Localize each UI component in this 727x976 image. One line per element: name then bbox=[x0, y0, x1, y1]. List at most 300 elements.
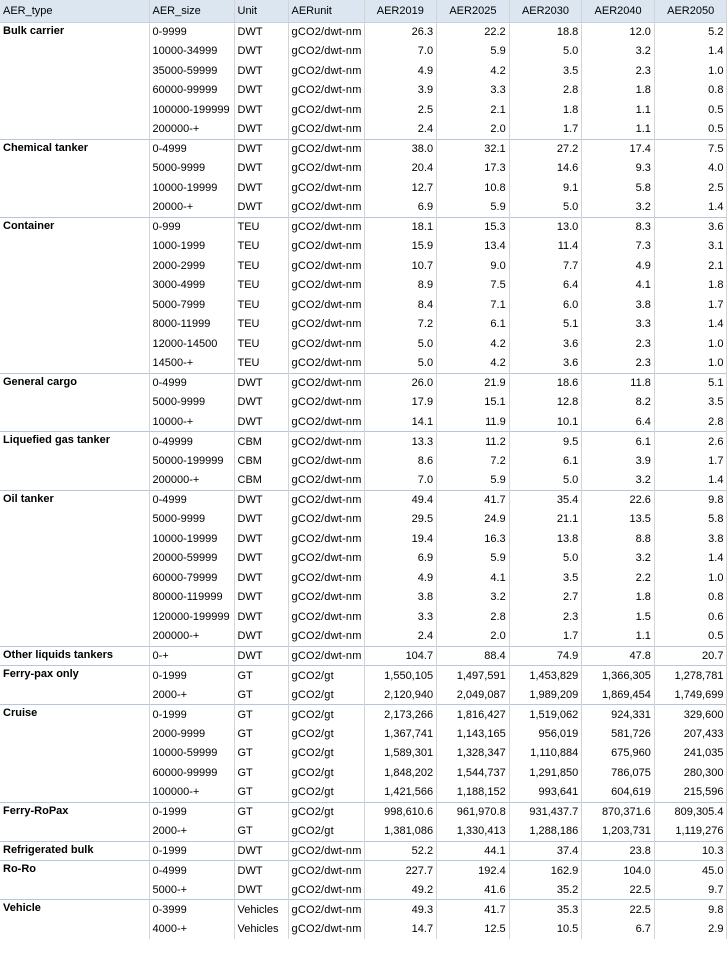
aer2025-cell[interactable]: 9.0 bbox=[437, 256, 510, 276]
unit-cell[interactable]: GT bbox=[234, 724, 288, 744]
aer2019-cell[interactable]: 4.9 bbox=[364, 61, 437, 81]
aer-size-cell[interactable]: 2000-2999 bbox=[149, 256, 234, 276]
aer2030-cell[interactable]: 1,110,884 bbox=[509, 744, 582, 764]
aer2050-cell[interactable]: 5.2 bbox=[654, 22, 727, 42]
aerunit-cell[interactable]: gCO2/gt bbox=[288, 724, 364, 744]
aer2025-cell[interactable]: 5.9 bbox=[437, 42, 510, 62]
aer2040-cell[interactable]: 1.5 bbox=[582, 607, 655, 627]
aer-size-cell[interactable]: 3000-4999 bbox=[149, 276, 234, 296]
aerunit-cell[interactable]: gCO2/dwt-nm bbox=[288, 354, 364, 374]
aer2025-cell[interactable]: 22.2 bbox=[437, 22, 510, 42]
aer2019-cell[interactable]: 1,367,741 bbox=[364, 724, 437, 744]
aer2025-cell[interactable]: 7.2 bbox=[437, 451, 510, 471]
aer2030-cell[interactable]: 11.4 bbox=[509, 237, 582, 257]
aer2050-cell[interactable]: 2.8 bbox=[654, 412, 727, 432]
header-aer2019[interactable]: AER2019 bbox=[364, 0, 437, 22]
aer2040-cell[interactable]: 8.3 bbox=[582, 217, 655, 237]
aer2030-cell[interactable]: 2.3 bbox=[509, 607, 582, 627]
aer-size-cell[interactable]: 5000-9999 bbox=[149, 393, 234, 413]
aer2019-cell[interactable]: 17.9 bbox=[364, 393, 437, 413]
aer2030-cell[interactable]: 35.4 bbox=[509, 490, 582, 510]
aer2025-cell[interactable]: 6.1 bbox=[437, 315, 510, 335]
aer2050-cell[interactable]: 0.8 bbox=[654, 588, 727, 608]
unit-cell[interactable]: DWT bbox=[234, 120, 288, 140]
aer-size-cell[interactable]: 0-3999 bbox=[149, 900, 234, 920]
aer2040-cell[interactable]: 2.3 bbox=[582, 61, 655, 81]
aer2019-cell[interactable]: 20.4 bbox=[364, 159, 437, 179]
aer2025-cell[interactable]: 5.9 bbox=[437, 549, 510, 569]
aer2050-cell[interactable]: 3.8 bbox=[654, 529, 727, 549]
aer2030-cell[interactable]: 5.1 bbox=[509, 315, 582, 335]
aer2050-cell[interactable]: 3.6 bbox=[654, 217, 727, 237]
aer2050-cell[interactable]: 45.0 bbox=[654, 861, 727, 881]
aer2025-cell[interactable]: 41.6 bbox=[437, 880, 510, 900]
aer2050-cell[interactable]: 1.0 bbox=[654, 61, 727, 81]
aerunit-cell[interactable]: gCO2/gt bbox=[288, 783, 364, 803]
aer-size-cell[interactable]: 200000-+ bbox=[149, 627, 234, 647]
aer2019-cell[interactable]: 19.4 bbox=[364, 529, 437, 549]
aer2025-cell[interactable]: 5.9 bbox=[437, 198, 510, 218]
aer2050-cell[interactable]: 9.8 bbox=[654, 900, 727, 920]
aer2030-cell[interactable]: 5.0 bbox=[509, 42, 582, 62]
aer2025-cell[interactable]: 17.3 bbox=[437, 159, 510, 179]
aer2040-cell[interactable]: 104.0 bbox=[582, 861, 655, 881]
unit-cell[interactable]: DWT bbox=[234, 880, 288, 900]
aerunit-cell[interactable]: gCO2/gt bbox=[288, 666, 364, 686]
aer2025-cell[interactable]: 44.1 bbox=[437, 841, 510, 861]
aer2025-cell[interactable]: 41.7 bbox=[437, 490, 510, 510]
aerunit-cell[interactable]: gCO2/gt bbox=[288, 744, 364, 764]
aer2050-cell[interactable]: 2.9 bbox=[654, 919, 727, 939]
aer2019-cell[interactable]: 7.0 bbox=[364, 471, 437, 491]
unit-cell[interactable]: DWT bbox=[234, 159, 288, 179]
aer2040-cell[interactable]: 23.8 bbox=[582, 841, 655, 861]
aer2040-cell[interactable]: 3.8 bbox=[582, 295, 655, 315]
aer-type-cell[interactable]: Container bbox=[0, 217, 149, 373]
aer2050-cell[interactable]: 3.1 bbox=[654, 237, 727, 257]
aer-size-cell[interactable]: 100000-+ bbox=[149, 783, 234, 803]
aer2030-cell[interactable]: 956,019 bbox=[509, 724, 582, 744]
aer2019-cell[interactable]: 2,120,940 bbox=[364, 685, 437, 705]
header-unit[interactable]: Unit bbox=[234, 0, 288, 22]
aer2030-cell[interactable]: 3.5 bbox=[509, 568, 582, 588]
aerunit-cell[interactable]: gCO2/dwt-nm bbox=[288, 159, 364, 179]
aerunit-cell[interactable]: gCO2/dwt-nm bbox=[288, 432, 364, 452]
aerunit-cell[interactable]: gCO2/dwt-nm bbox=[288, 178, 364, 198]
aer2019-cell[interactable]: 7.0 bbox=[364, 42, 437, 62]
aer2040-cell[interactable]: 22.5 bbox=[582, 880, 655, 900]
aer2040-cell[interactable]: 4.1 bbox=[582, 276, 655, 296]
aer2019-cell[interactable]: 227.7 bbox=[364, 861, 437, 881]
aer2030-cell[interactable]: 18.8 bbox=[509, 22, 582, 42]
aer2050-cell[interactable]: 7.5 bbox=[654, 139, 727, 159]
aer2025-cell[interactable]: 41.7 bbox=[437, 900, 510, 920]
aer2030-cell[interactable]: 6.1 bbox=[509, 451, 582, 471]
aer2050-cell[interactable]: 1.4 bbox=[654, 549, 727, 569]
aer-size-cell[interactable]: 10000-19999 bbox=[149, 178, 234, 198]
unit-cell[interactable]: GT bbox=[234, 705, 288, 725]
aer2050-cell[interactable]: 1,278,781 bbox=[654, 666, 727, 686]
aer2030-cell[interactable]: 2.7 bbox=[509, 588, 582, 608]
aer2050-cell[interactable]: 1.7 bbox=[654, 451, 727, 471]
aer2030-cell[interactable]: 3.6 bbox=[509, 354, 582, 374]
unit-cell[interactable]: DWT bbox=[234, 178, 288, 198]
aer2025-cell[interactable]: 7.5 bbox=[437, 276, 510, 296]
aer2019-cell[interactable]: 998,610.6 bbox=[364, 802, 437, 822]
aer2050-cell[interactable]: 1.4 bbox=[654, 315, 727, 335]
unit-cell[interactable]: DWT bbox=[234, 198, 288, 218]
aer2040-cell[interactable]: 3.2 bbox=[582, 42, 655, 62]
aer-size-cell[interactable]: 4000-+ bbox=[149, 919, 234, 939]
aer-size-cell[interactable]: 50000-199999 bbox=[149, 451, 234, 471]
aer2025-cell[interactable]: 15.3 bbox=[437, 217, 510, 237]
aer2040-cell[interactable]: 12.0 bbox=[582, 22, 655, 42]
aer2030-cell[interactable]: 1,288,186 bbox=[509, 822, 582, 842]
aer2050-cell[interactable]: 0.5 bbox=[654, 100, 727, 120]
aerunit-cell[interactable]: gCO2/dwt-nm bbox=[288, 393, 364, 413]
aer-size-cell[interactable]: 0-49999 bbox=[149, 432, 234, 452]
aer2040-cell[interactable]: 4.9 bbox=[582, 256, 655, 276]
aer2030-cell[interactable]: 931,437.7 bbox=[509, 802, 582, 822]
aer2050-cell[interactable]: 3.5 bbox=[654, 393, 727, 413]
aer2025-cell[interactable]: 10.8 bbox=[437, 178, 510, 198]
aerunit-cell[interactable]: gCO2/gt bbox=[288, 705, 364, 725]
unit-cell[interactable]: DWT bbox=[234, 646, 288, 666]
aer2030-cell[interactable]: 6.0 bbox=[509, 295, 582, 315]
aer-type-cell[interactable]: Chemical tanker bbox=[0, 139, 149, 217]
aer2025-cell[interactable]: 15.1 bbox=[437, 393, 510, 413]
aer2040-cell[interactable]: 2.3 bbox=[582, 334, 655, 354]
aerunit-cell[interactable]: gCO2/dwt-nm bbox=[288, 237, 364, 257]
aer-type-cell[interactable]: General cargo bbox=[0, 373, 149, 432]
aer2019-cell[interactable]: 2.4 bbox=[364, 120, 437, 140]
aer2025-cell[interactable]: 11.9 bbox=[437, 412, 510, 432]
aer-size-cell[interactable]: 60000-99999 bbox=[149, 763, 234, 783]
aer-size-cell[interactable]: 0-999 bbox=[149, 217, 234, 237]
unit-cell[interactable]: TEU bbox=[234, 256, 288, 276]
aer2030-cell[interactable]: 1,519,062 bbox=[509, 705, 582, 725]
header-aer-size[interactable]: AER_size bbox=[149, 0, 234, 22]
aer2025-cell[interactable]: 1,188,152 bbox=[437, 783, 510, 803]
aer2040-cell[interactable]: 3.2 bbox=[582, 471, 655, 491]
aerunit-cell[interactable]: gCO2/dwt-nm bbox=[288, 588, 364, 608]
aerunit-cell[interactable]: gCO2/gt bbox=[288, 822, 364, 842]
aer2050-cell[interactable]: 207,433 bbox=[654, 724, 727, 744]
aer2019-cell[interactable]: 6.9 bbox=[364, 198, 437, 218]
aer2025-cell[interactable]: 1,544,737 bbox=[437, 763, 510, 783]
aer2025-cell[interactable]: 5.9 bbox=[437, 471, 510, 491]
aer-type-cell[interactable]: Ferry-RoPax bbox=[0, 802, 149, 841]
unit-cell[interactable]: TEU bbox=[234, 295, 288, 315]
aer2025-cell[interactable]: 1,328,347 bbox=[437, 744, 510, 764]
aerunit-cell[interactable]: gCO2/dwt-nm bbox=[288, 549, 364, 569]
aerunit-cell[interactable]: gCO2/dwt-nm bbox=[288, 315, 364, 335]
aer2030-cell[interactable]: 993,641 bbox=[509, 783, 582, 803]
aer2019-cell[interactable]: 10.7 bbox=[364, 256, 437, 276]
aer2019-cell[interactable]: 4.9 bbox=[364, 568, 437, 588]
aer2040-cell[interactable]: 7.3 bbox=[582, 237, 655, 257]
aer2040-cell[interactable]: 1.1 bbox=[582, 100, 655, 120]
unit-cell[interactable]: DWT bbox=[234, 81, 288, 101]
aer2030-cell[interactable]: 5.0 bbox=[509, 549, 582, 569]
aerunit-cell[interactable]: gCO2/dwt-nm bbox=[288, 490, 364, 510]
aer2025-cell[interactable]: 4.2 bbox=[437, 334, 510, 354]
aerunit-cell[interactable]: gCO2/dwt-nm bbox=[288, 471, 364, 491]
aer2050-cell[interactable]: 1,749,699 bbox=[654, 685, 727, 705]
aer2050-cell[interactable]: 1,119,276 bbox=[654, 822, 727, 842]
aer2040-cell[interactable]: 22.5 bbox=[582, 900, 655, 920]
aer2030-cell[interactable]: 1.8 bbox=[509, 100, 582, 120]
aer2030-cell[interactable]: 1,453,829 bbox=[509, 666, 582, 686]
unit-cell[interactable]: CBM bbox=[234, 471, 288, 491]
aer2025-cell[interactable]: 1,816,427 bbox=[437, 705, 510, 725]
aerunit-cell[interactable]: gCO2/dwt-nm bbox=[288, 451, 364, 471]
aer-type-cell[interactable]: Cruise bbox=[0, 705, 149, 803]
aer2040-cell[interactable]: 13.5 bbox=[582, 510, 655, 530]
aer2030-cell[interactable]: 5.0 bbox=[509, 198, 582, 218]
aer2019-cell[interactable]: 3.3 bbox=[364, 607, 437, 627]
aer2025-cell[interactable]: 13.4 bbox=[437, 237, 510, 257]
aer-size-cell[interactable]: 10000-19999 bbox=[149, 529, 234, 549]
aer2040-cell[interactable]: 8.8 bbox=[582, 529, 655, 549]
unit-cell[interactable]: TEU bbox=[234, 354, 288, 374]
aer2025-cell[interactable]: 1,497,591 bbox=[437, 666, 510, 686]
aer2030-cell[interactable]: 162.9 bbox=[509, 861, 582, 881]
aer2030-cell[interactable]: 12.8 bbox=[509, 393, 582, 413]
header-aer-type[interactable]: AER_type bbox=[0, 0, 149, 22]
aer-size-cell[interactable]: 0-1999 bbox=[149, 705, 234, 725]
unit-cell[interactable]: Vehicles bbox=[234, 900, 288, 920]
aer2019-cell[interactable]: 14.1 bbox=[364, 412, 437, 432]
unit-cell[interactable]: CBM bbox=[234, 451, 288, 471]
aer2050-cell[interactable]: 2.5 bbox=[654, 178, 727, 198]
aer-size-cell[interactable]: 12000-14500 bbox=[149, 334, 234, 354]
aer2030-cell[interactable]: 27.2 bbox=[509, 139, 582, 159]
aer2040-cell[interactable]: 675,960 bbox=[582, 744, 655, 764]
unit-cell[interactable]: DWT bbox=[234, 510, 288, 530]
aer2019-cell[interactable]: 49.4 bbox=[364, 490, 437, 510]
aer2050-cell[interactable]: 10.3 bbox=[654, 841, 727, 861]
unit-cell[interactable]: DWT bbox=[234, 607, 288, 627]
aer2019-cell[interactable]: 5.0 bbox=[364, 334, 437, 354]
aerunit-cell[interactable]: gCO2/dwt-nm bbox=[288, 217, 364, 237]
unit-cell[interactable]: DWT bbox=[234, 61, 288, 81]
aer2050-cell[interactable]: 809,305.4 bbox=[654, 802, 727, 822]
aer2025-cell[interactable]: 2.0 bbox=[437, 120, 510, 140]
aer-size-cell[interactable]: 120000-199999 bbox=[149, 607, 234, 627]
aer2019-cell[interactable]: 29.5 bbox=[364, 510, 437, 530]
aer2025-cell[interactable]: 1,143,165 bbox=[437, 724, 510, 744]
aer2019-cell[interactable]: 49.2 bbox=[364, 880, 437, 900]
aer2030-cell[interactable]: 3.5 bbox=[509, 61, 582, 81]
aer2050-cell[interactable]: 0.5 bbox=[654, 120, 727, 140]
aer-type-cell[interactable]: Ro-Ro bbox=[0, 861, 149, 900]
aer2030-cell[interactable]: 7.7 bbox=[509, 256, 582, 276]
unit-cell[interactable]: DWT bbox=[234, 22, 288, 42]
aerunit-cell[interactable]: gCO2/dwt-nm bbox=[288, 295, 364, 315]
aerunit-cell[interactable]: gCO2/gt bbox=[288, 802, 364, 822]
aer2019-cell[interactable]: 1,848,202 bbox=[364, 763, 437, 783]
aer2040-cell[interactable]: 3.9 bbox=[582, 451, 655, 471]
aer-size-cell[interactable]: 200000-+ bbox=[149, 120, 234, 140]
aerunit-cell[interactable]: gCO2/dwt-nm bbox=[288, 568, 364, 588]
aer2050-cell[interactable]: 1.4 bbox=[654, 198, 727, 218]
aer2040-cell[interactable]: 870,371.6 bbox=[582, 802, 655, 822]
aer2040-cell[interactable]: 1.1 bbox=[582, 627, 655, 647]
unit-cell[interactable]: DWT bbox=[234, 549, 288, 569]
aer2040-cell[interactable]: 1,366,305 bbox=[582, 666, 655, 686]
unit-cell[interactable]: GT bbox=[234, 763, 288, 783]
aer2019-cell[interactable]: 1,421,566 bbox=[364, 783, 437, 803]
aerunit-cell[interactable]: gCO2/dwt-nm bbox=[288, 120, 364, 140]
unit-cell[interactable]: DWT bbox=[234, 42, 288, 62]
aer-size-cell[interactable]: 0-4999 bbox=[149, 373, 234, 393]
aerunit-cell[interactable]: gCO2/dwt-nm bbox=[288, 919, 364, 939]
aer2030-cell[interactable]: 9.5 bbox=[509, 432, 582, 452]
unit-cell[interactable]: DWT bbox=[234, 588, 288, 608]
aer2025-cell[interactable]: 961,970.8 bbox=[437, 802, 510, 822]
aer2050-cell[interactable]: 20.7 bbox=[654, 646, 727, 666]
aer2019-cell[interactable]: 1,381,086 bbox=[364, 822, 437, 842]
aer2025-cell[interactable]: 2.1 bbox=[437, 100, 510, 120]
aer2040-cell[interactable]: 3.2 bbox=[582, 549, 655, 569]
aer2040-cell[interactable]: 22.6 bbox=[582, 490, 655, 510]
aer2040-cell[interactable]: 581,726 bbox=[582, 724, 655, 744]
aer2019-cell[interactable]: 2,173,266 bbox=[364, 705, 437, 725]
aer2025-cell[interactable]: 32.1 bbox=[437, 139, 510, 159]
aer-size-cell[interactable]: 0-4999 bbox=[149, 861, 234, 881]
aer-type-cell[interactable]: Bulk carrier bbox=[0, 22, 149, 139]
aer2050-cell[interactable]: 5.8 bbox=[654, 510, 727, 530]
aer2030-cell[interactable]: 74.9 bbox=[509, 646, 582, 666]
aer2025-cell[interactable]: 4.2 bbox=[437, 61, 510, 81]
aer-size-cell[interactable]: 200000-+ bbox=[149, 471, 234, 491]
aer-size-cell[interactable]: 0-4999 bbox=[149, 139, 234, 159]
aer2019-cell[interactable]: 6.9 bbox=[364, 549, 437, 569]
aer-type-cell[interactable]: Other liquids tankers bbox=[0, 646, 149, 666]
aer2040-cell[interactable]: 6.4 bbox=[582, 412, 655, 432]
unit-cell[interactable]: DWT bbox=[234, 841, 288, 861]
aerunit-cell[interactable]: gCO2/dwt-nm bbox=[288, 139, 364, 159]
aer2050-cell[interactable]: 1.0 bbox=[654, 568, 727, 588]
aerunit-cell[interactable]: gCO2/dwt-nm bbox=[288, 276, 364, 296]
aer2050-cell[interactable]: 215,596 bbox=[654, 783, 727, 803]
aer2025-cell[interactable]: 4.1 bbox=[437, 568, 510, 588]
aer2019-cell[interactable]: 8.9 bbox=[364, 276, 437, 296]
unit-cell[interactable]: CBM bbox=[234, 432, 288, 452]
aer-type-cell[interactable]: Liquefied gas tanker bbox=[0, 432, 149, 491]
unit-cell[interactable]: DWT bbox=[234, 373, 288, 393]
aer2050-cell[interactable]: 1.0 bbox=[654, 354, 727, 374]
aer2040-cell[interactable]: 786,075 bbox=[582, 763, 655, 783]
aer-size-cell[interactable]: 10000-34999 bbox=[149, 42, 234, 62]
aer2030-cell[interactable]: 13.0 bbox=[509, 217, 582, 237]
aer2025-cell[interactable]: 3.3 bbox=[437, 81, 510, 101]
aer2050-cell[interactable]: 9.8 bbox=[654, 490, 727, 510]
aerunit-cell[interactable]: gCO2/dwt-nm bbox=[288, 529, 364, 549]
aer2019-cell[interactable]: 13.3 bbox=[364, 432, 437, 452]
aer-size-cell[interactable]: 0-1999 bbox=[149, 666, 234, 686]
aer2019-cell[interactable]: 26.3 bbox=[364, 22, 437, 42]
aer2025-cell[interactable]: 88.4 bbox=[437, 646, 510, 666]
aer2040-cell[interactable]: 3.3 bbox=[582, 315, 655, 335]
aer-size-cell[interactable]: 0-+ bbox=[149, 646, 234, 666]
aer2030-cell[interactable]: 3.6 bbox=[509, 334, 582, 354]
aer2050-cell[interactable]: 1.4 bbox=[654, 471, 727, 491]
aerunit-cell[interactable]: gCO2/dwt-nm bbox=[288, 607, 364, 627]
aer-size-cell[interactable]: 10000-+ bbox=[149, 412, 234, 432]
aer2030-cell[interactable]: 1,291,850 bbox=[509, 763, 582, 783]
aer2050-cell[interactable]: 2.6 bbox=[654, 432, 727, 452]
aer2019-cell[interactable]: 1,589,301 bbox=[364, 744, 437, 764]
aerunit-cell[interactable]: gCO2/dwt-nm bbox=[288, 861, 364, 881]
aer-size-cell[interactable]: 35000-59999 bbox=[149, 61, 234, 81]
aerunit-cell[interactable]: gCO2/dwt-nm bbox=[288, 880, 364, 900]
aerunit-cell[interactable]: gCO2/dwt-nm bbox=[288, 22, 364, 42]
aer2025-cell[interactable]: 192.4 bbox=[437, 861, 510, 881]
aer-size-cell[interactable]: 1000-1999 bbox=[149, 237, 234, 257]
unit-cell[interactable]: DWT bbox=[234, 529, 288, 549]
aer-type-cell[interactable]: Refrigerated bulk bbox=[0, 841, 149, 861]
aer2025-cell[interactable]: 12.5 bbox=[437, 919, 510, 939]
aer2050-cell[interactable]: 4.0 bbox=[654, 159, 727, 179]
aerunit-cell[interactable]: gCO2/dwt-nm bbox=[288, 627, 364, 647]
aer-size-cell[interactable]: 5000-+ bbox=[149, 880, 234, 900]
aer-size-cell[interactable]: 0-1999 bbox=[149, 841, 234, 861]
aer2040-cell[interactable]: 1.8 bbox=[582, 588, 655, 608]
aerunit-cell[interactable]: gCO2/dwt-nm bbox=[288, 42, 364, 62]
aerunit-cell[interactable]: gCO2/dwt-nm bbox=[288, 841, 364, 861]
aer2040-cell[interactable]: 1.1 bbox=[582, 120, 655, 140]
aer2025-cell[interactable]: 3.2 bbox=[437, 588, 510, 608]
aer2019-cell[interactable]: 8.6 bbox=[364, 451, 437, 471]
aer-size-cell[interactable]: 60000-79999 bbox=[149, 568, 234, 588]
aer2040-cell[interactable]: 6.1 bbox=[582, 432, 655, 452]
aer2040-cell[interactable]: 1.8 bbox=[582, 81, 655, 101]
aer2030-cell[interactable]: 37.4 bbox=[509, 841, 582, 861]
aer2025-cell[interactable]: 4.2 bbox=[437, 354, 510, 374]
aer2019-cell[interactable]: 14.7 bbox=[364, 919, 437, 939]
aer-size-cell[interactable]: 2000-+ bbox=[149, 685, 234, 705]
aer2019-cell[interactable]: 18.1 bbox=[364, 217, 437, 237]
aerunit-cell[interactable]: gCO2/dwt-nm bbox=[288, 81, 364, 101]
aer-size-cell[interactable]: 0-4999 bbox=[149, 490, 234, 510]
aer2040-cell[interactable]: 3.2 bbox=[582, 198, 655, 218]
aer-type-cell[interactable]: Vehicle bbox=[0, 900, 149, 939]
aer2040-cell[interactable]: 1,869,454 bbox=[582, 685, 655, 705]
aer2019-cell[interactable]: 1,550,105 bbox=[364, 666, 437, 686]
aer2019-cell[interactable]: 12.7 bbox=[364, 178, 437, 198]
aer2025-cell[interactable]: 11.2 bbox=[437, 432, 510, 452]
aerunit-cell[interactable]: gCO2/dwt-nm bbox=[288, 373, 364, 393]
aer2030-cell[interactable]: 5.0 bbox=[509, 471, 582, 491]
aer2040-cell[interactable]: 2.2 bbox=[582, 568, 655, 588]
aer2019-cell[interactable]: 2.5 bbox=[364, 100, 437, 120]
aer2030-cell[interactable]: 35.2 bbox=[509, 880, 582, 900]
aer2025-cell[interactable]: 2.0 bbox=[437, 627, 510, 647]
unit-cell[interactable]: TEU bbox=[234, 237, 288, 257]
aer2040-cell[interactable]: 9.3 bbox=[582, 159, 655, 179]
header-aerunit[interactable]: AERunit bbox=[288, 0, 364, 22]
aer2019-cell[interactable]: 52.2 bbox=[364, 841, 437, 861]
aer2030-cell[interactable]: 10.5 bbox=[509, 919, 582, 939]
unit-cell[interactable]: GT bbox=[234, 744, 288, 764]
aer2050-cell[interactable]: 9.7 bbox=[654, 880, 727, 900]
aer2040-cell[interactable]: 47.8 bbox=[582, 646, 655, 666]
aer-size-cell[interactable]: 0-9999 bbox=[149, 22, 234, 42]
aer2025-cell[interactable]: 21.9 bbox=[437, 373, 510, 393]
aer2025-cell[interactable]: 16.3 bbox=[437, 529, 510, 549]
